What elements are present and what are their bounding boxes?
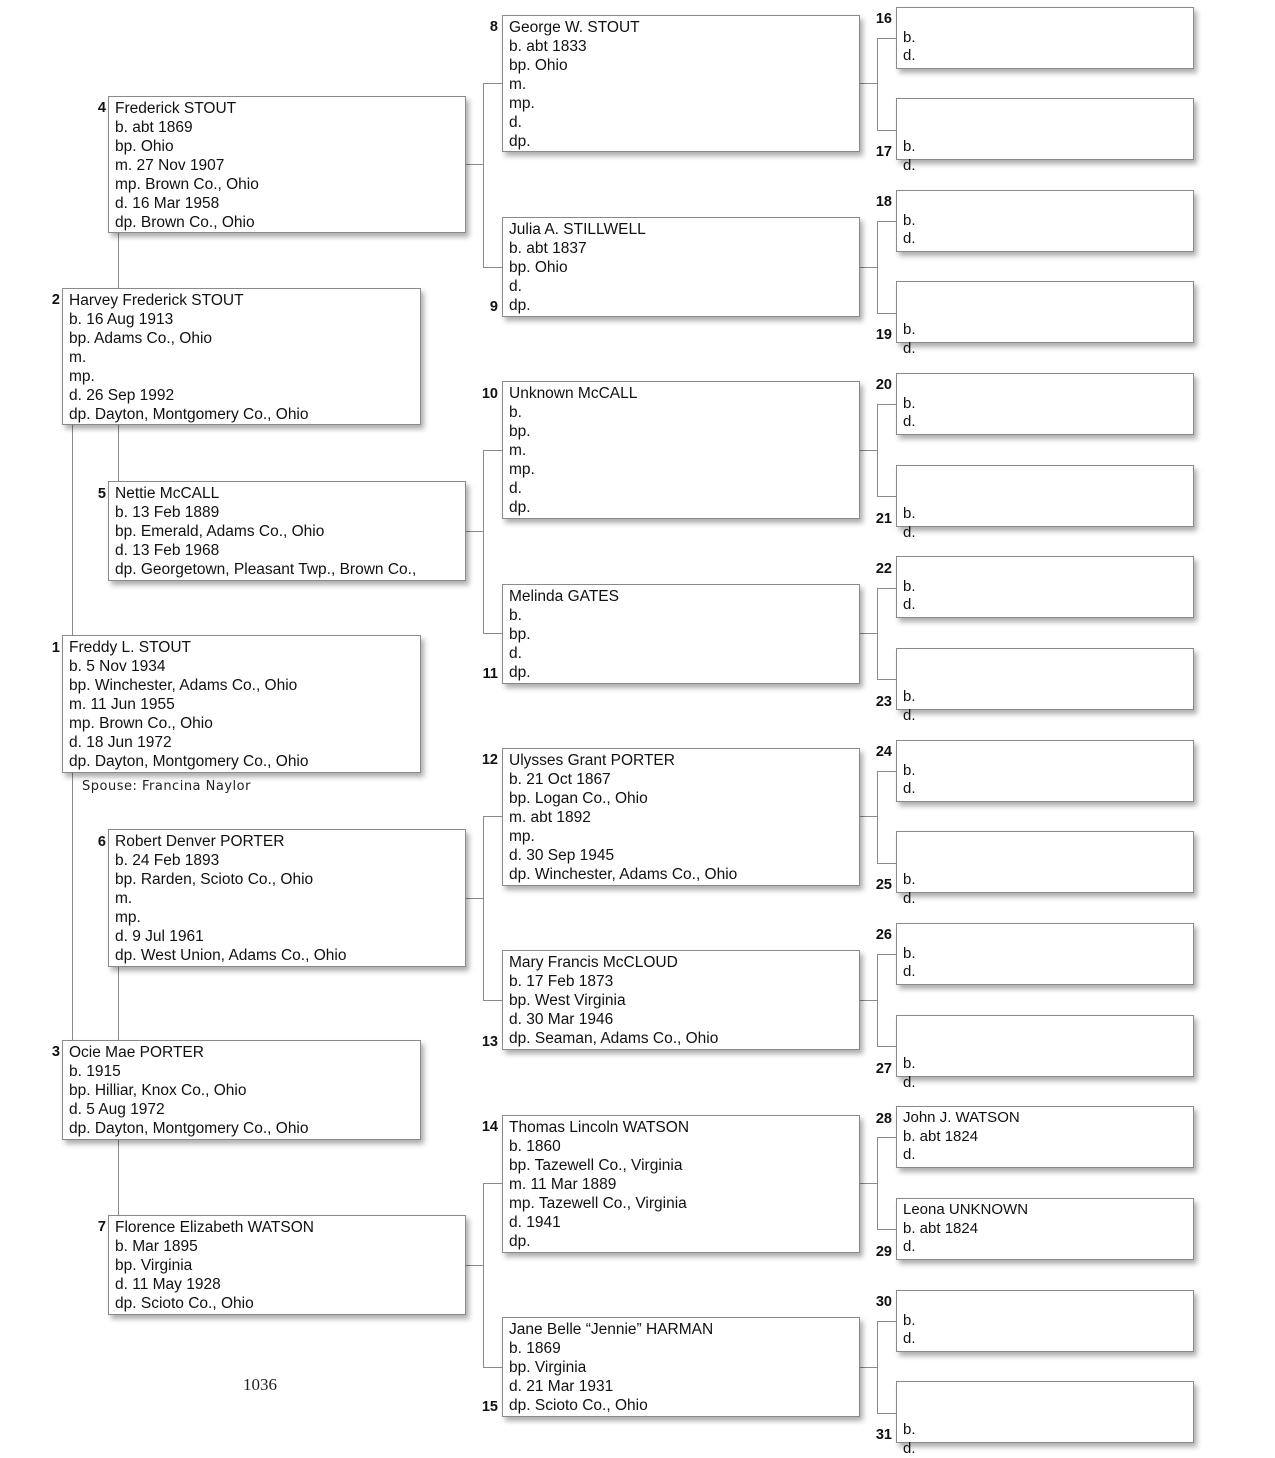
person-detail: d.: [509, 644, 853, 663]
person-detail: d.: [903, 707, 1187, 726]
person-name: Julia A. STILLWELL: [509, 220, 853, 239]
person-detail: mp.: [509, 94, 853, 113]
person-detail: b.: [903, 321, 1187, 340]
connector: [483, 816, 502, 817]
person-detail: b. 1869: [509, 1339, 853, 1358]
person-number: 12: [468, 751, 498, 769]
connector: [483, 83, 484, 267]
person-number: 25: [862, 876, 892, 894]
person-box-5: [108, 481, 466, 581]
person-detail: m. abt 1892: [509, 808, 853, 827]
person-detail: dp. Scioto Co., Ohio: [509, 1396, 853, 1415]
person-detail: d.: [903, 596, 1187, 615]
person-box-11: [502, 584, 860, 684]
person-number: 28: [862, 1110, 892, 1128]
connector: [72, 425, 73, 635]
person-detail: b.: [903, 395, 1187, 414]
connector: [877, 588, 878, 679]
person-detail: mp. Brown Co., Ohio: [69, 714, 414, 733]
person-detail: d. 16 Mar 1958: [115, 194, 459, 213]
person-detail: b. 17 Feb 1873: [509, 972, 853, 991]
person-detail: b.: [509, 606, 853, 625]
connector: [877, 954, 896, 955]
person-detail: dp. West Union, Adams Co., Ohio: [115, 946, 459, 965]
person-detail: d.: [903, 340, 1187, 359]
person-detail: b.: [903, 1312, 1187, 1331]
connector: [877, 863, 896, 864]
person-detail: mp.: [115, 908, 459, 927]
connector: [483, 1367, 502, 1368]
person-detail: b.: [903, 945, 1187, 964]
connector: [860, 1183, 877, 1184]
person-detail: mp.: [509, 827, 853, 846]
connector: [72, 773, 73, 1040]
person-number: 17: [862, 143, 892, 161]
person-number: 14: [468, 1118, 498, 1136]
person-box-8: [502, 15, 860, 152]
person-detail: mp. Tazewell Co., Virginia: [509, 1194, 853, 1213]
connector: [877, 771, 878, 863]
person-detail: dp.: [509, 498, 853, 517]
person-number: 9: [468, 298, 498, 316]
person-box-15: [502, 1317, 860, 1417]
person-detail: m. 27 Nov 1907: [115, 156, 459, 175]
person-detail: m.: [509, 75, 853, 94]
person-box-26: [896, 923, 1194, 985]
person-detail: b.: [903, 871, 1187, 890]
person-number: 20: [862, 376, 892, 394]
person-box-22: [896, 556, 1194, 618]
connector: [118, 425, 119, 481]
person-box-6: [108, 829, 466, 967]
person-name: [903, 468, 1187, 487]
person-detail: d. 1941: [509, 1213, 853, 1232]
person-box-28: [896, 1106, 1194, 1168]
person-detail: dp.: [509, 1232, 853, 1251]
person-detail: b. abt 1824: [903, 1220, 1187, 1239]
person-box-4: [108, 96, 466, 233]
connector: [877, 38, 896, 39]
person-detail: mp.: [69, 367, 414, 386]
person-number: 19: [862, 326, 892, 344]
person-number: 31: [862, 1426, 892, 1444]
person-name: Freddy L. STOUT: [69, 638, 414, 657]
person-detail: d.: [903, 230, 1187, 249]
person-detail: m.: [509, 441, 853, 460]
person-detail: b. abt 1869: [115, 118, 459, 137]
connector: [860, 816, 877, 817]
person-name: Melinda GATES: [509, 587, 853, 606]
person-detail: b. 24 Feb 1893: [115, 851, 459, 870]
person-detail: [903, 670, 1187, 689]
person-detail: d.: [903, 413, 1187, 432]
person-number: 30: [862, 1293, 892, 1311]
person-number: 18: [862, 193, 892, 211]
connector: [860, 267, 877, 268]
person-detail: m. 11 Jun 1955: [69, 695, 414, 714]
person-detail: bp. Ohio: [115, 137, 459, 156]
person-number: 29: [862, 1243, 892, 1261]
connector: [877, 954, 878, 1046]
person-detail: d. 11 May 1928: [115, 1275, 459, 1294]
person-detail: b. 1915: [69, 1062, 414, 1081]
person-detail: b. Mar 1895: [115, 1237, 459, 1256]
person-box-21: [896, 465, 1194, 527]
person-detail: b.: [903, 1055, 1187, 1074]
person-detail: d. 9 Jul 1961: [115, 927, 459, 946]
person-detail: bp.: [509, 422, 853, 441]
connector: [466, 898, 483, 899]
person-detail: dp. Seaman, Adams Co., Ohio: [509, 1029, 853, 1048]
person-name: [903, 834, 1187, 853]
page-number: 1036: [243, 1375, 277, 1395]
person-detail: b. 13 Feb 1889: [115, 503, 459, 522]
person-name: [903, 193, 1187, 212]
person-detail: d. 21 Mar 1931: [509, 1377, 853, 1396]
person-name: Robert Denver PORTER: [115, 832, 459, 851]
person-detail: b.: [903, 29, 1187, 48]
person-number: 24: [862, 743, 892, 761]
person-name: Frederick STOUT: [115, 99, 459, 118]
person-box-12: [502, 748, 860, 886]
connector: [483, 267, 502, 268]
connector: [118, 967, 119, 1040]
person-name: [903, 284, 1187, 303]
person-name: George W. STOUT: [509, 18, 853, 37]
person-detail: d. 18 Jun 1972: [69, 733, 414, 752]
person-number: 16: [862, 10, 892, 28]
person-number: 5: [76, 485, 106, 503]
person-detail: m.: [69, 348, 414, 367]
person-detail: b. 1860: [509, 1137, 853, 1156]
person-number: 8: [468, 18, 498, 36]
connector: [877, 313, 896, 314]
person-detail: m.: [115, 889, 459, 908]
person-box-10: [502, 381, 860, 519]
person-detail: b.: [903, 762, 1187, 781]
person-number: 6: [76, 833, 106, 851]
person-detail: d.: [903, 157, 1187, 176]
person-detail: b.: [903, 688, 1187, 707]
person-name: Nettie McCALL: [115, 484, 459, 503]
person-detail: mp. Brown Co., Ohio: [115, 175, 459, 194]
person-detail: b.: [903, 578, 1187, 597]
connector: [877, 771, 896, 772]
connector: [877, 1137, 896, 1138]
connector: [877, 1321, 896, 1322]
person-detail: d. 26 Sep 1992: [69, 386, 414, 405]
person-number: 27: [862, 1060, 892, 1078]
person-detail: d.: [903, 1074, 1187, 1093]
person-detail: d.: [903, 890, 1187, 909]
person-detail: b.: [509, 403, 853, 422]
connector: [483, 83, 502, 84]
person-detail: bp. West Virginia: [509, 991, 853, 1010]
person-box-9: [502, 217, 860, 317]
person-name: Thomas Lincoln WATSON: [509, 1118, 853, 1137]
person-name: [903, 101, 1187, 120]
person-box-31: [896, 1381, 1194, 1443]
person-detail: d.: [903, 1146, 1187, 1165]
person-detail: bp.: [509, 625, 853, 644]
person-box-23: [896, 648, 1194, 710]
connector: [877, 496, 896, 497]
person-detail: dp. Dayton, Montgomery Co., Ohio: [69, 1119, 414, 1138]
connector: [877, 1413, 896, 1414]
person-detail: dp. Dayton, Montgomery Co., Ohio: [69, 405, 414, 424]
connector: [483, 1183, 484, 1367]
person-box-3: [62, 1040, 421, 1140]
person-detail: d.: [903, 1440, 1187, 1458]
person-detail: b. 16 Aug 1913: [69, 310, 414, 329]
person-detail: d. 30 Sep 1945: [509, 846, 853, 865]
person-detail: d.: [903, 1330, 1187, 1349]
person-box-24: [896, 740, 1194, 802]
person-detail: dp. Scioto Co., Ohio: [115, 1294, 459, 1313]
person-number: 23: [862, 693, 892, 711]
connector: [483, 633, 502, 634]
person-detail: d.: [509, 113, 853, 132]
person-name: [903, 743, 1187, 762]
person-name: John J. WATSON: [903, 1109, 1187, 1128]
person-name: Unknown McCALL: [509, 384, 853, 403]
person-detail: bp. Logan Co., Ohio: [509, 789, 853, 808]
person-number: 15: [468, 1398, 498, 1416]
person-name: [903, 10, 1187, 29]
person-detail: b. abt 1837: [509, 239, 853, 258]
person-detail: b. 5 Nov 1934: [69, 657, 414, 676]
connector: [860, 1000, 877, 1001]
person-detail: [903, 120, 1187, 139]
person-name: Mary Francis McCLOUD: [509, 953, 853, 972]
person-detail: bp. Ohio: [509, 56, 853, 75]
person-detail: d. 13 Feb 1968: [115, 541, 459, 560]
person-detail: d.: [509, 277, 853, 296]
person-detail: b.: [903, 1421, 1187, 1440]
person-name: Leona UNKNOWN: [903, 1201, 1187, 1220]
person-detail: dp.: [509, 296, 853, 315]
person-number: 10: [468, 385, 498, 403]
person-box-18: [896, 190, 1194, 252]
person-detail: bp. Tazewell Co., Virginia: [509, 1156, 853, 1175]
person-detail: dp.: [509, 132, 853, 151]
person-detail: [903, 303, 1187, 322]
person-detail: b. 21 Oct 1867: [509, 770, 853, 789]
person-box-29: [896, 1198, 1194, 1260]
connector: [483, 450, 484, 633]
person-number: 4: [76, 99, 106, 117]
person-number: 21: [862, 510, 892, 528]
person-detail: d.: [903, 963, 1187, 982]
person-box-1: [62, 635, 421, 773]
person-box-7: [108, 1215, 466, 1315]
person-number: 11: [468, 665, 498, 683]
person-box-25: [896, 831, 1194, 893]
connector: [877, 1046, 896, 1047]
person-box-27: [896, 1015, 1194, 1077]
person-box-2: [62, 288, 421, 425]
person-detail: bp. Virginia: [509, 1358, 853, 1377]
person-detail: bp. Emerald, Adams Co., Ohio: [115, 522, 459, 541]
person-detail: d. 5 Aug 1972: [69, 1100, 414, 1119]
person-box-30: [896, 1290, 1194, 1352]
person-detail: [903, 487, 1187, 506]
person-detail: b. abt 1833: [509, 37, 853, 56]
connector: [877, 1321, 878, 1413]
connector: [483, 816, 484, 1000]
connector: [118, 1140, 119, 1215]
person-number: 22: [862, 560, 892, 578]
person-detail: [903, 1037, 1187, 1056]
person-detail: d.: [903, 47, 1187, 66]
person-name: Florence Elizabeth WATSON: [115, 1218, 459, 1237]
connector: [860, 633, 877, 634]
person-detail: b.: [903, 505, 1187, 524]
person-name: [903, 1384, 1187, 1403]
person-detail: bp. Hilliar, Knox Co., Ohio: [69, 1081, 414, 1100]
person-detail: dp. Georgetown, Pleasant Twp., Brown Co.,: [115, 560, 459, 579]
connector: [466, 1265, 483, 1266]
person-name: Ulysses Grant PORTER: [509, 751, 853, 770]
person-name: [903, 1293, 1187, 1312]
person-detail: [903, 853, 1187, 872]
spouse-label: Spouse: Francina Naylor: [82, 779, 251, 794]
person-detail: dp. Brown Co., Ohio: [115, 213, 459, 232]
person-box-14: [502, 1115, 860, 1253]
person-name: Jane Belle “Jennie” HARMAN: [509, 1320, 853, 1339]
person-detail: dp.: [509, 663, 853, 682]
connector: [877, 588, 896, 589]
connector: [877, 404, 896, 405]
connector: [483, 1183, 502, 1184]
person-box-20: [896, 373, 1194, 435]
connector: [860, 450, 877, 451]
person-detail: d.: [903, 524, 1187, 543]
person-detail: bp. Winchester, Adams Co., Ohio: [69, 676, 414, 695]
person-number: 3: [30, 1043, 60, 1061]
person-box-13: [502, 950, 860, 1050]
connector: [483, 1000, 502, 1001]
person-detail: m. 11 Mar 1889: [509, 1175, 853, 1194]
connector: [483, 450, 502, 451]
person-detail: d. 30 Mar 1946: [509, 1010, 853, 1029]
person-detail: bp. Rarden, Scioto Co., Ohio: [115, 870, 459, 889]
person-detail: d.: [509, 479, 853, 498]
connector: [877, 404, 878, 496]
connector: [860, 83, 877, 84]
connector: [860, 1367, 877, 1368]
connector: [877, 1137, 878, 1229]
person-name: [903, 559, 1187, 578]
connector: [877, 130, 896, 131]
person-name: Harvey Frederick STOUT: [69, 291, 414, 310]
person-name: Ocie Mae PORTER: [69, 1043, 414, 1062]
connector: [466, 164, 483, 165]
person-detail: d.: [903, 780, 1187, 799]
person-number: 13: [468, 1033, 498, 1051]
person-name: [903, 651, 1187, 670]
person-detail: bp. Virginia: [115, 1256, 459, 1275]
person-detail: d.: [903, 1238, 1187, 1257]
person-detail: bp. Ohio: [509, 258, 853, 277]
connector: [877, 221, 896, 222]
person-number: 7: [76, 1218, 106, 1236]
person-number: 1: [30, 639, 60, 657]
connector: [877, 679, 896, 680]
person-box-19: [896, 281, 1194, 343]
person-detail: [903, 1403, 1187, 1422]
person-name: [903, 1018, 1187, 1037]
connector: [877, 221, 878, 313]
person-box-17: [896, 98, 1194, 160]
connector: [466, 531, 483, 532]
person-detail: dp. Winchester, Adams Co., Ohio: [509, 865, 853, 884]
connector: [877, 1229, 896, 1230]
person-detail: bp. Adams Co., Ohio: [69, 329, 414, 348]
person-name: [903, 926, 1187, 945]
person-number: 26: [862, 926, 892, 944]
person-box-16: [896, 7, 1194, 69]
person-name: [903, 376, 1187, 395]
person-detail: dp. Dayton, Montgomery Co., Ohio: [69, 752, 414, 771]
connector: [877, 38, 878, 130]
person-detail: mp.: [509, 460, 853, 479]
person-number: 2: [30, 291, 60, 309]
person-detail: b. abt 1824: [903, 1128, 1187, 1147]
person-detail: b.: [903, 138, 1187, 157]
person-detail: b.: [903, 212, 1187, 231]
connector: [118, 233, 119, 288]
